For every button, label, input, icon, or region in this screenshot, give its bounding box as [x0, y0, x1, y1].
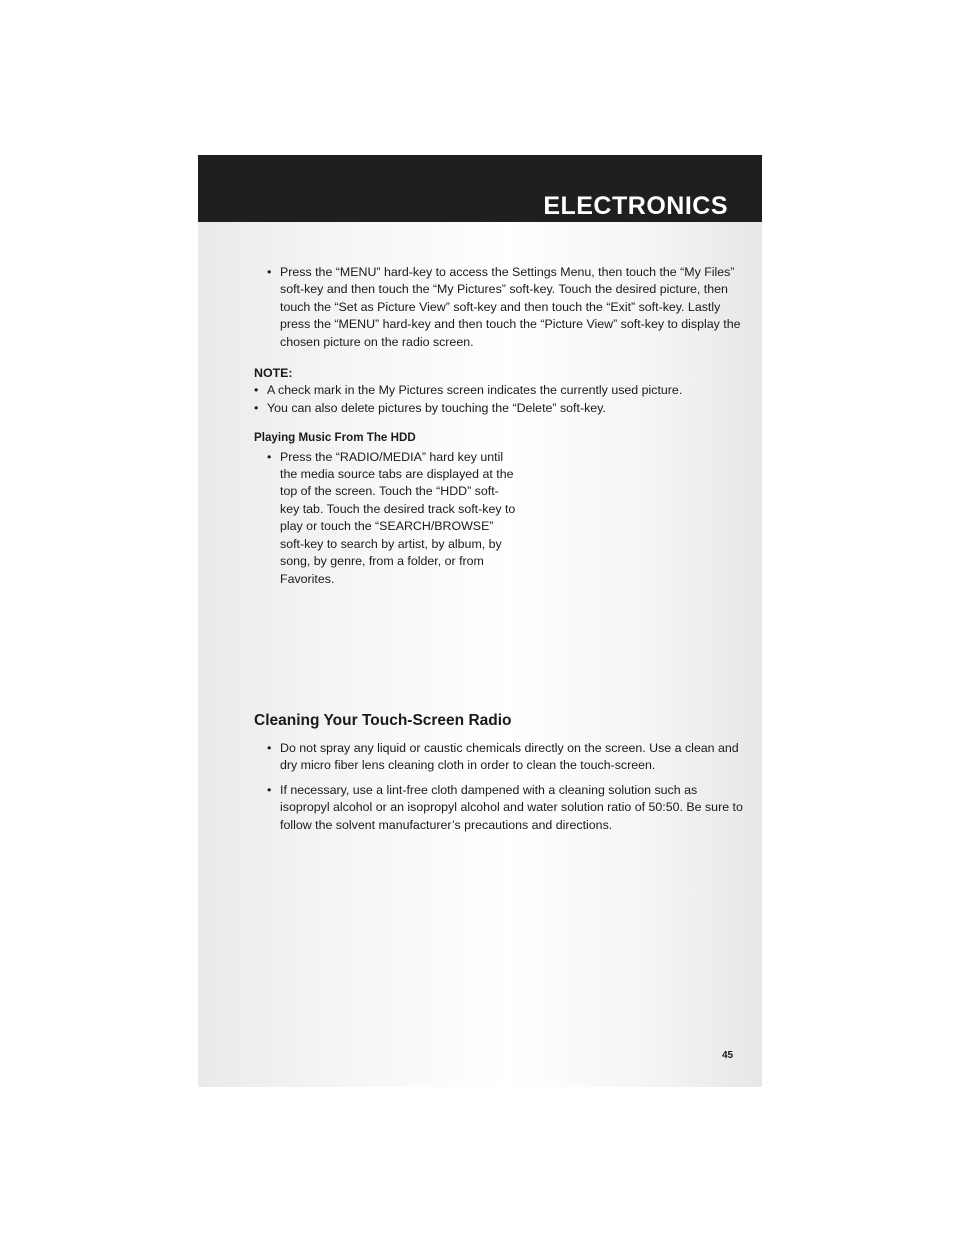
main-content	[254, 264, 744, 588]
cleaning-heading: Cleaning Your Touch-Screen Radio	[254, 712, 512, 729]
note-label: NOTE:	[254, 366, 293, 381]
settings-menu-bullet	[254, 264, 744, 351]
cleaning-bullet	[254, 782, 744, 834]
bullet-text: If necessary, use a lint-free cloth dampened with a cleaning solution such as isopropyl alcohol or an isopropyl alcohol and water solution ratio of 50:50. Be sure to follow the solvent manufacturer’s precautions and directions.	[280, 782, 743, 832]
cleaning-bullet	[254, 740, 744, 775]
bullet-text: Press the “RADIO/MEDIA” hard key until the media source tabs are displayed at the top of the screen. Touch the “HDD” soft-key tab. Touch the desired track soft-key to play or touch the “SEARCH/BROWSE” soft-key to search by artist, by album, by song, by genre, from a folder, or from Favorites.	[280, 449, 516, 586]
hdd-bullet	[254, 449, 516, 588]
bullet-text: Press the “MENU” hard-key to access the Settings Menu, then touch the “My Files” soft-key and then touch the “My Pictures” soft-key. Touch the desired picture, then touch the “Set as Picture View” soft-key and then touch the “Exit” soft-key. Lastly press the “MENU” hard-key and then touch the “Picture View” soft-key to display the chosen picture on the radio screen.	[280, 265, 741, 349]
bullet-icon: •	[267, 782, 272, 797]
bullet-icon: •	[254, 383, 259, 398]
cleaning-content	[254, 740, 744, 834]
note-text: A check mark in the My Pictures screen indicates the currently used picture.	[267, 383, 683, 398]
bullet-icon: •	[267, 265, 272, 279]
bullet-icon: •	[254, 400, 259, 415]
section-title: ELECTRONICS	[543, 192, 728, 220]
bullet-text: Do not spray any liquid or caustic chemicals directly on the screen. Use a clean and dry micro fiber lens cleaning cloth in order to clean the touch-screen.	[280, 741, 739, 773]
hdd-heading: Playing Music From The HDD	[254, 431, 416, 445]
note-item	[254, 382, 744, 399]
note-item	[254, 400, 744, 417]
bullet-icon: •	[267, 741, 272, 755]
page-number: 45	[722, 1050, 734, 1061]
bullet-icon: •	[267, 449, 272, 464]
note-text: You can also delete pictures by touching the “Delete” soft-key.	[267, 400, 606, 415]
